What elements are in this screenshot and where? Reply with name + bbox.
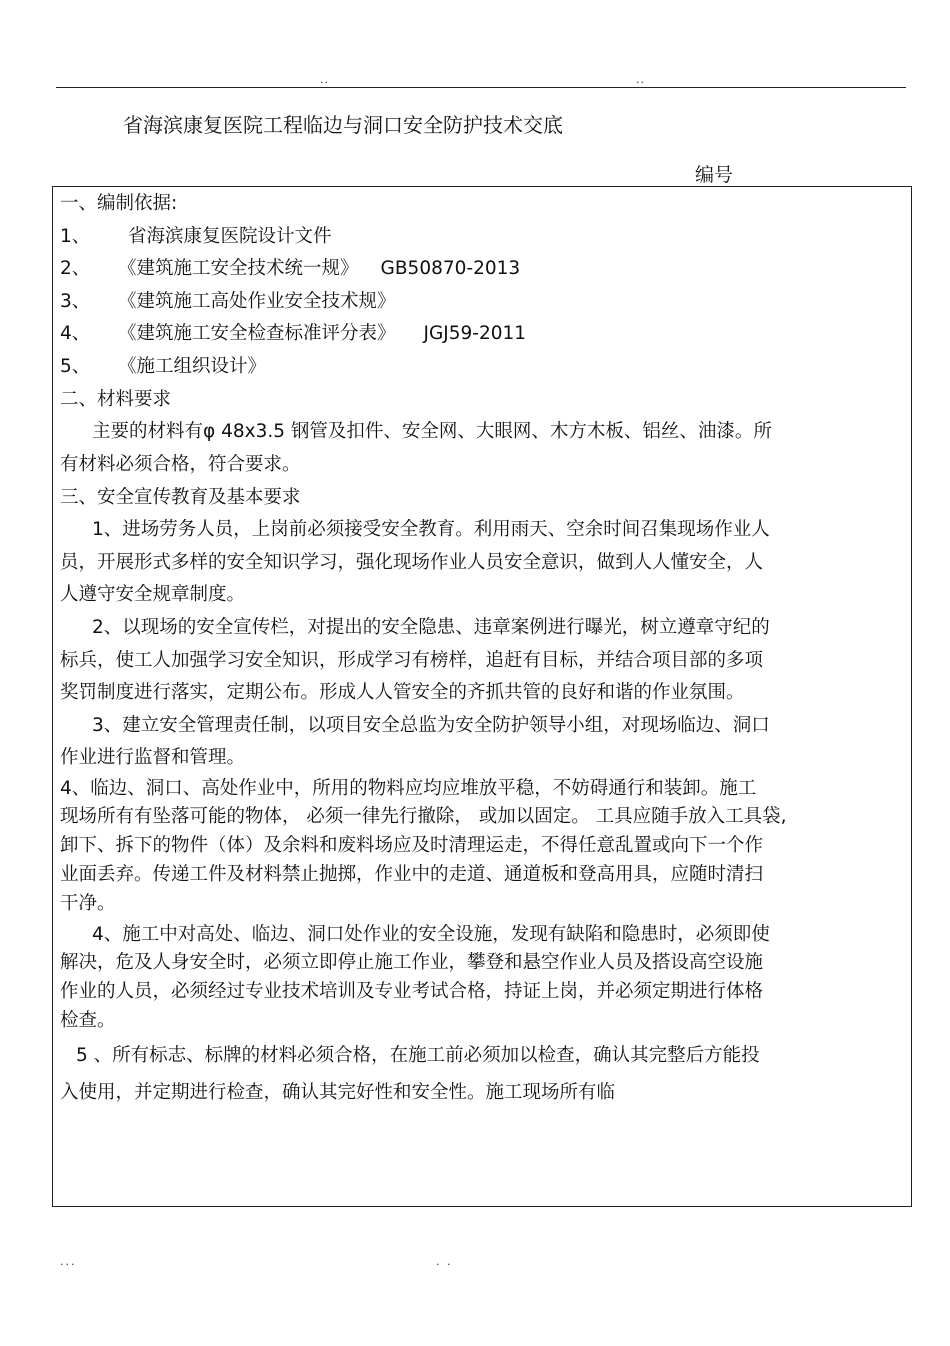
basis-item [60,291,396,313]
basis-item-text: 省海滨康复医院设计文件 [128,226,332,247]
paragraph-line: 解决，危及人身安全时，必须立即停止施工作业，攀登和悬空作业人员及搭设高空设施 [60,952,764,973]
paragraph-line: 1、进场劳务人员，上岗前必须接受安全教育。利用雨天、空余时间召集现场作业人 [92,519,770,540]
paragraph-line: 2、以现场的安全宣传栏，对提出的安全隐患、违章案例进行曝光，树立遵章守纪的 [92,617,770,638]
paragraph-line: 作业的人员，必须经过专业技术培训及专业考试合格，持证上岗，并必须定期进行体格 [60,981,764,1002]
paragraph-line: 人遵守安全规章制度。 [60,584,246,605]
basis-item-num: 4、 [60,323,91,344]
basis-item-num: 3、 [60,291,91,312]
paragraph-line: 5 、所有标志、标牌的材料必须合格，在施工前必须加以检查，确认其完整后方能投 [76,1045,760,1066]
paragraph-line: 4、临边、洞口、高处作业中，所用的物料应均应堆放平稳，不妨碍通行和装卸。施工 [60,778,757,799]
paragraph-line: 检查。 [60,1010,116,1031]
paragraph-line: 主要的材料有φ 48x3.5 钢管及扣件、安全网、大眼网、木方木板、铝丝、油漆。所 [92,421,772,442]
paragraph-line: 3、建立安全管理责任制，以项目安全总监为安全防护领导小组，对现场临边、洞口 [92,715,770,736]
footer-dots-right: . . [436,1255,453,1268]
basis-item-code: GB50870-2013 [380,258,521,279]
section3-heading: 三、安全宣传教育及基本要求 [60,487,301,508]
paragraph-line: 卸下、拆下的物件（体）及余料和废料场应及时清理运走，不得任意乱置或向下一个作 [60,835,764,856]
footer-dots-left: ... [60,1255,77,1268]
section2-heading: 二、材料要求 [60,389,172,410]
basis-item [60,356,266,378]
header-dots-right: .. [636,73,645,86]
basis-item-num: 5、 [60,356,91,377]
paragraph-line: 标兵，使工人加强学习安全知识，形成学习有榜样，追赶有目标，并结合项目部的多项 [60,650,764,671]
paragraph-line: 业面丢弃。传递工件及材料禁止抛掷，作业中的走道、通道板和登高用具，应随时清扫 [60,864,764,885]
header-dots-left: .. [320,73,329,86]
basis-item-text: 《建筑施工高处作业安全技术规》 [118,291,396,312]
section1-heading: 一、编制依据: [60,193,178,214]
header-rule [56,87,906,88]
basis-item-text: 《建筑施工安全检查标准评分表》 [118,323,396,344]
basis-item [60,323,526,345]
number-label: 编号 [695,164,734,186]
basis-item-num: 2、 [60,258,91,279]
basis-item-num: 1、 [60,226,91,247]
basis-item [60,258,520,280]
paragraph-line: 现场所有有坠落可能的物体， 必须一律先行撤除， 或加以固定。 工具应随手放入工具袋, [60,806,787,827]
paragraph-line: 奖罚制度进行落实，定期公布。形成人人管安全的齐抓共管的良好和谐的作业氛围。 [60,682,745,703]
basis-item-text: 《施工组织设计》 [118,356,267,377]
paragraph-line: 员，开展形式多样的安全知识学习，强化现场作业人员安全意识，做到人人懂安全，人 [60,552,764,573]
paragraph-line: 入使用，并定期进行检查，确认其完好性和安全性。施工现场所有临 [60,1082,616,1103]
paragraph-line: 4、施工中对高处、临边、洞口处作业的安全设施，发现有缺陷和隐患时，必须即使 [92,924,770,945]
paragraph-line: 有材料必须合格，符合要求。 [60,454,301,475]
basis-item [60,226,332,248]
basis-item-text: 《建筑施工安全技术统一规》 [118,258,359,279]
paragraph-line: 干净。 [60,893,116,914]
paragraph-line: 作业进行监督和管理。 [60,747,246,768]
page-title: 省海滨康复医院工程临边与洞口安全防护技术交底 [123,113,563,137]
basis-item-code: JGJ59-2011 [423,323,527,344]
